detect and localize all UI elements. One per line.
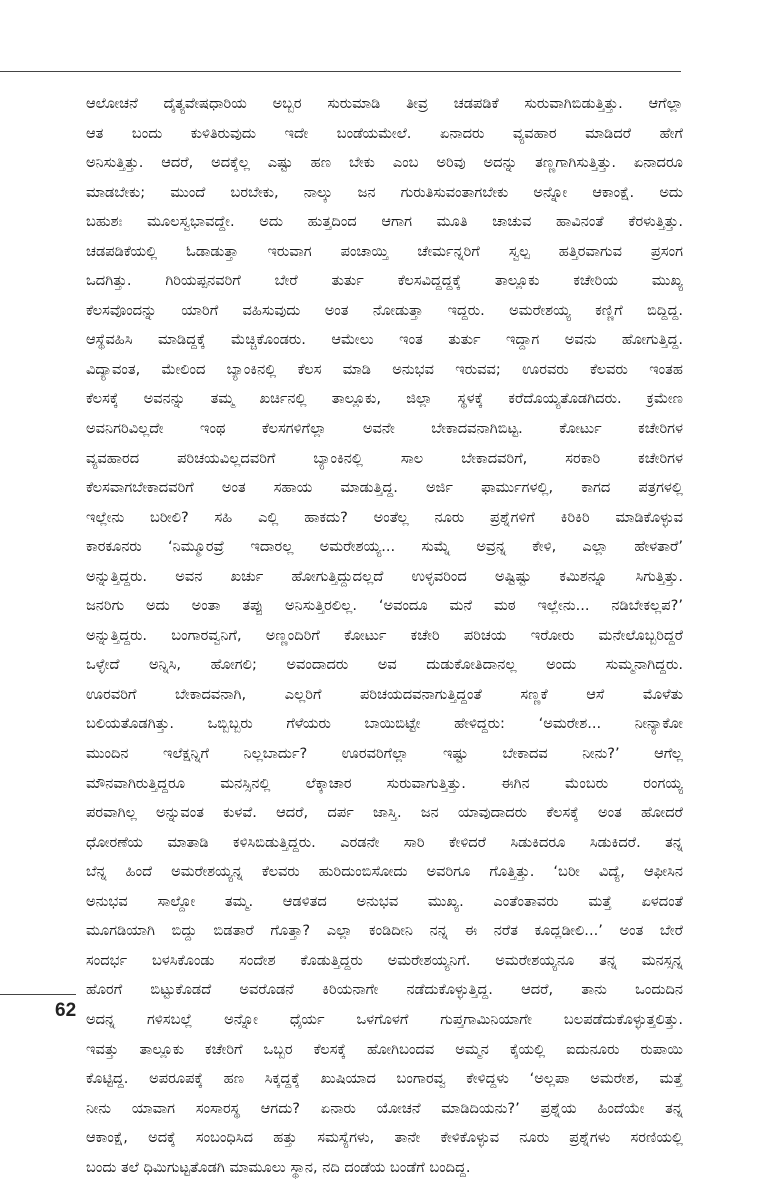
footer-rule <box>0 994 76 995</box>
text-line: ನೀನು ಯಾವಾಗ ಸಂಸಾರಸ್ಥ ಆಗದು? ಏನಾರು ಯೋಚನೆ ಮಾಡಿದಿಯನು?’ ಪ್ರಶ್ನೆಯ ಹಿಂದೆಯೇ ತನ್ನ <box>86 1099 683 1117</box>
text-line: ವ್ಯವಹಾರದ ಪರಿಚಯವಿಲ್ಲದವರಿಗೆ ಬ್ಯಾಂಕಿನಲ್ಲಿ ಸಾಲ ಬೇಕಾದವರಿಗೆ, ಸರಕಾರಿ ಕಚೇರಿಗಳ <box>86 449 683 467</box>
text-line: ಒದಗಿತ್ತು. ಗಿರಿಯಪ್ಪನವರಿಗೆ ಬೇರೆ ತುರ್ತು ಕೆಲಸವಿದ್ದದ್ದಕ್ಕೆ ತಾಲ್ಲೂಕು ಕಚೇರಿಯ ಮುಖ್ಯ <box>86 272 683 290</box>
text-line: ಧೋರಣೆಯ ಮಾತಾಡಿ ಕಳಿಸಿಬಿಡುತ್ತಿದ್ದರು. ಎರಡನೇ ಸಾರಿ ಕೇಳಿದರೆ ಸಿಡುಕಿದರೂ ಸಿಡುಕಿದರೆ. ತನ್ನ <box>86 833 683 851</box>
text-line: ಅನ್ನುತ್ತಿದ್ದರು. ಅವನ ಖರ್ಚು ಹೋಗುತ್ತಿದ್ದುದಲ್ಲದೆ ಉಳ್ಳವರಿಂದ ಅಷ್ಟಿಷ್ಟು ಕಮಿಶನ್ನೂ ಸಿಗುತ್ತಿತ್ತು. <box>86 567 683 585</box>
text-line: ಕೆಲಸಕ್ಕೆ ಅವನನ್ನು ತಮ್ಮ ಖರ್ಚಿನಲ್ಲಿ ತಾಲ್ಲೂಕು, ಜಿಲ್ಲಾ ಸ್ಥಳಕ್ಕೆ ಕರೆದೊಯ್ಯತೊಡಗಿದರು. ಕ್ರಮೇಣ <box>86 390 683 408</box>
text-line: ಬಂದು ತಲೆ ಧಿಮಿಗುಟ್ಟತೊಡಗಿ ಮಾಮೂಲು ಸ್ಥಾನ, ನದಿ ದಂಡೆಯ ಬಂಡೆಗೆ ಬಂದಿದ್ದ. <box>86 1158 471 1176</box>
text-line: ಮೂಗಡಿಯಾಗಿ ಬಿದ್ದು ಬಿಡತಾರೆ ಗೊತ್ತಾ? ಎಲ್ಲಾ ಕಂಡಿದೀನಿ ನನ್ನ ಈ ನರೆತ ಕೂದ್ಲಡೀಲಿ...’ ಅಂತ ಬೇರೆ <box>86 922 683 940</box>
text-line: ಆಲೋಚನೆ ದೈತ್ಯವೇಷಧಾರಿಯ ಅಬ್ಬರ ಸುರುಮಾಡಿ ತೀವ್ರ ಚಡಪಡಿಕೆ ಸುರುವಾಗಿಬಿಡುತ್ತಿತ್ತು. ಆಗೆಲ್ಲಾ <box>86 95 683 112</box>
text-line: ಪರವಾಗಿಲ್ಲ ಅನ್ನುವಂತ ಕುಳವೆ. ಆದರೆ, ದರ್ಪ ಜಾಸ್ತಿ. ಜನ ಯಾವುದಾದರು ಕೆಲಸಕ್ಕೆ ಅಂತ ಹೋದರೆ <box>86 804 683 822</box>
text-line: ಅದನ್ನ ಗಳಿಸಬಲ್ಲೆ ಅನ್ನೋ ಧೈರ್ಯ ಒಳಗೊಳಗೆ ಗುಪ್ತಗಾಮಿನಿಯಾಗೇ ಬಲಪಡೆದುಕೊಳ್ಳುತ್ತಲಿತ್ತು. <box>86 1010 683 1028</box>
text-line: ಕೆಲಸವಾಗಬೇಕಾದವರಿಗೆ ಅಂತ ಸಹಾಯ ಮಾಡುತ್ತಿದ್ದ. ಅರ್ಜಿ ಫಾರ್ಮುಗಳಲ್ಲಿ, ಕಾಗದ ಪತ್ರಗಳಲ್ಲಿ <box>86 479 683 497</box>
text-line: ಅವನಿಗರಿವಿಲ್ಲದೇ ಇಂಥ ಕೆಲಸಗಳಿಗೆಲ್ಲಾ ಅವನೇ ಬೇಕಾದವನಾಗಿಬಿಟ್ಟ. ಕೋರ್ಟು ಕಚೇರಿಗಳ <box>86 420 683 438</box>
text-line: ಅನುಭವ ಸಾಲ್ದೋ ತಮ್ಮ. ಆಡಳಿತದ ಅನುಭವ ಮುಖ್ಯ. ಎಂತೆಂತಾವರು ಮತ್ತೆ ಏಳದಂತೆ <box>86 892 683 910</box>
text-line: ವಿದ್ಯಾವಂತ, ಮೇಲಿಂದ ಬ್ಯಾಂಕಿನಲ್ಲಿ ಕೆಲಸ ಮಾಡಿ ಅನುಭವ ಇರುವವ; ಊರವರು ಕೆಲವರು ಇಂತಹ <box>86 360 683 378</box>
text-line: ಬಹುಶಃ ಮೂಲಸ್ವಭಾವದ್ದೇ. ಅದು ಹುತ್ತದಿಂದ ಆಗಾಗ ಮೂತಿ ಚಾಚುವ ಹಾವಿನಂತೆ ಕೆರಳುತ್ತಿತ್ತು. <box>86 213 683 231</box>
text-line: ಅನ್ನುತ್ತಿದ್ದರು. ಬಂಗಾರವ್ವನಿಗೆ, ಅಣ್ಣಂದಿರಿಗೆ ಕೋರ್ಟು ಕಚೇರಿ ಪರಿಚಯ ಇರೋರು ಮನೇಲೊಬ್ಬರಿದ್ದರೆ <box>86 626 683 644</box>
text-line: ಇಲ್ಲೇನು ಬರೀಲಿ? ಸಹಿ ಎಲ್ಲಿ ಹಾಕದು? ಅಂತೆಲ್ಲ ನೂರು ಪ್ರಶ್ನೆಗಳಿಗೆ ಕಿರಿಕಿರಿ ಮಾಡಿಕೊಳ್ಳುವ <box>86 508 683 526</box>
text-line: ಆತ ಬಂದು ಕುಳಿತಿರುವುದು ಇದೇ ಬಂಡೆಯಮೇಲೆ. ಏನಾದರು ವ್ಯವಹಾರ ಮಾಡಿದರೆ ಹೇಗೆ <box>86 124 683 142</box>
text-line: ಬೆನ್ನ ಹಿಂದೆ ಅಮರೇಶಯ್ಯನ್ನ ಕೆಲವರು ಹುರಿದುಂಬಿಸೋದು ಅವರಿಗೂ ಗೊತ್ತಿತ್ತು. ‘ಬರೀ ವಿದ್ಯೆ, ಆಫೀಸಿನ <box>86 863 683 881</box>
text-line: ಮೌನವಾಗಿರುತ್ತಿದ್ದರೂ ಮನಸ್ಸಿನಲ್ಲಿ ಲೆಕ್ಕಾಚಾರ ಸುರುವಾಗುತ್ತಿತ್ತು. ಈಗಿನ ಮೆಂಬರು ರಂಗಯ್ಯ <box>86 774 683 792</box>
text-line: ಕಾರಕೂನರು ‘ನಿಮ್ಮೂರವ್ರೆ ಇದಾರಲ್ಲ ಅಮರೇಶಯ್ಯ... ಸುಮ್ನೆ ಅವ್ರನ್ನ ಕೇಳಿ, ಎಲ್ಲಾ ಹೇಳತಾರೆ’ <box>86 538 683 556</box>
text-line: ಬಲಿಯತೊಡಗಿತ್ತು. ಒಬ್ಬಿಬ್ಬರು ಗೆಳೆಯರು ಬಾಯಿಬಿಟ್ಟೇ ಹೇಳಿದ್ದರು: ‘ಅಮರೇಶ... ನೀನ್ಯಾಕೋ <box>86 715 683 733</box>
text-line: ಮುಂದಿನ ಇಲೆಕ್ಷನ್ನಿಗೆ ನಿಲ್ಲಬಾರ್ದು? ಊರವರಿಗೆಲ್ಲಾ ಇಷ್ಟು ಬೇಕಾದವ ನೀನು?’ ಆಗೆಲ್ಲ <box>86 745 683 763</box>
text-line: ಒಳ್ಳೇದೆ ಅನ್ನಿಸಿ, ಹೋಗಲಿ; ಅವಂದಾದರು ಅವ ದುಡುಕೋತಿದಾನಲ್ಲ ಅಂದು ಸುಮ್ಮನಾಗಿದ್ದರು. <box>86 656 683 674</box>
text-line: ಕೆಲಸವೊಂದನ್ನು ಯಾರಿಗೆ ವಹಿಸುವುದು ಅಂತ ನೋಡುತ್ತಾ ಇದ್ದರು. ಅಮರೇಶಯ್ಯ ಕಣ್ಣಿಗೆ ಬಿದ್ದಿದ್ದ. <box>86 301 683 319</box>
page-number: 62 <box>55 1000 77 1021</box>
top-rule <box>0 71 681 72</box>
text-line: ಆಕಾಂಕ್ಷೆ, ಅದಕ್ಕೆ ಸಂಬಂಧಿಸಿದ ಹತ್ತು ಸಮಸ್ಯೆಗಳು, ತಾನೇ ಕೇಳಿಕೊಳ್ಳುವ ನೂರು ಪ್ರಶ್ನೆಗಳು ಸರಣಿಯಲ್ಲಿ <box>86 1129 683 1147</box>
body-text <box>86 89 683 1182</box>
text-line: ಚಡಪಡಿಕೆಯಲ್ಲಿ ಓಡಾಡುತ್ತಾ ಇರುವಾಗ ಪಂಚಾಯ್ತಿ ಚೇರ್ಮನ್ನರಿಗೆ ಸ್ವಲ್ಪ ಹತ್ತಿರವಾಗುವ ಪ್ರಸಂಗ <box>86 242 683 260</box>
text-line: ಅನಿಸುತ್ತಿತ್ತು. ಆದರೆ, ಅದಕ್ಕೆಲ್ಲ ಎಷ್ಟು ಹಣ ಬೇಕು ಎಂಬ ಅರಿವು ಅದನ್ನು ತಣ್ಣಗಾಗಿಸುತ್ತಿತ್ತು. ಏನಾದರೂ <box>86 154 683 172</box>
text-line: ಕೊಟ್ಟಿದ್ದ. ಅಪರೂಪಕ್ಕೆ ಹಣ ಸಿಕ್ಕದ್ದಕ್ಕೆ ಖುಷಿಯಾದ ಬಂಗಾರವ್ವ ಕೇಳಿದ್ದಳು ‘ಅಲ್ಲಪಾ ಅಮರೇಶ, ಮತ್ತೆ <box>86 1070 683 1088</box>
text-line: ಇವತ್ತು ತಾಲ್ಲೂಕು ಕಚೇರಿಗೆ ಒಬ್ಬರ ಕೆಲಸಕ್ಕೆ ಹೋಗಿಬಂದವ ಅಮ್ಮನ ಕೈಯಲ್ಲಿ ಐದುನೂರು ರುಪಾಯಿ <box>86 1040 683 1058</box>
text-line: ಆಸ್ಥೆವಹಿಸಿ ಮಾಡಿದ್ದಕ್ಕೆ ಮೆಚ್ಚಿಕೊಂಡರು. ಆಮೇಲು ಇಂತ ತುರ್ತು ಇದ್ದಾಗ ಅವನು ಹೋಗುತ್ತಿದ್ದ. <box>86 331 683 349</box>
text-line: ಜನರಿಗು ಅದು ಅಂತಾ ತಪ್ಪು ಅನಿಸುತ್ತಿರಲಿಲ್ಲ. ‘ಅವಂದೂ ಮನೆ ಮಠ ಇಲ್ಲೇನು... ನಡಿಬೇಕಲ್ಲಪ?’ <box>86 597 683 615</box>
text-line: ಸಂದರ್ಭ ಬಳಸಿಕೊಂಡು ಸಂದೇಶ ಕೊಡುತ್ತಿದ್ದರು ಅಮರೇಶಯ್ಯನಿಗೆ. ಅಮರೇಶಯ್ಯನೂ ತನ್ನ ಮನಸ್ಸನ್ನ <box>86 951 683 969</box>
text-line: ಊರವರಿಗೆ ಬೇಕಾದವನಾಗಿ, ಎಲ್ಲರಿಗೆ ಪರಿಚಯದವನಾಗುತ್ತಿದ್ದಂತೆ ಸಣ್ಣಕೆ ಆಸೆ ಮೊಳೆತು <box>86 685 683 703</box>
text-line: ಮಾಡಬೇಕು; ಮುಂದೆ ಬರಬೇಕು, ನಾಲ್ಕು ಜನ ಗುರುತಿಸುವಂತಾಗಬೇಕು ಅನ್ನೋ ಆಕಾಂಕ್ಷೆ. ಅದು <box>86 183 683 201</box>
text-line: ಹೊರಗೆ ಬಿಟ್ಟುಕೊಡದೆ ಅವರೊಡನೆ ಕಿರಿಯನಾಗೇ ನಡೆದುಕೊಳ್ಳುತ್ತಿದ್ದ. ಆದರೆ, ತಾನು ಒಂದುದಿನ <box>86 981 683 999</box>
